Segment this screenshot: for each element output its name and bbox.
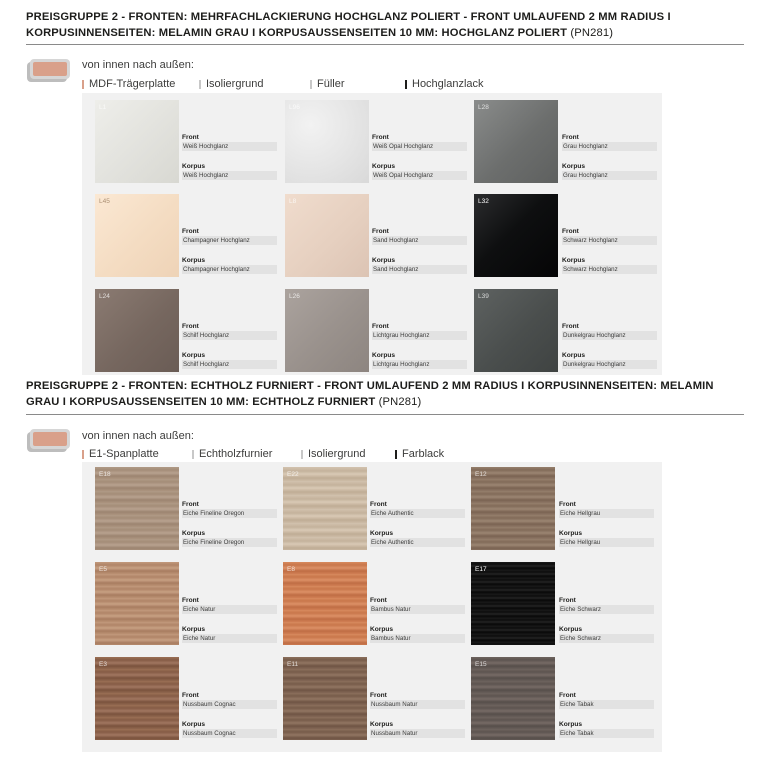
swatch-tile[interactable]: E22 [283, 467, 367, 550]
layer-sample-icon [26, 58, 74, 84]
swatch-info: Front Lichtgrau Hochglanz Korpus Lichtgrau Hochglanz [372, 322, 467, 369]
swatch-tile[interactable]: L24 [95, 289, 179, 372]
swatch-info: Front Schilf Hochglanz Korpus Schilf Hochglanz [182, 322, 277, 369]
layer-4: Farblack [395, 448, 444, 460]
swatch-info: Front Eiche Tabak Korpus Eiche Tabak [559, 691, 654, 738]
swatch-tile[interactable]: L1 [95, 100, 179, 183]
heading-code: (PN281) [570, 26, 614, 39]
section-heading [26, 379, 746, 410]
swatch-tile[interactable]: L96 [285, 100, 369, 183]
swatch-tile[interactable]: E8 [283, 562, 367, 645]
layer-1: MDF-Trägerplatte [82, 78, 175, 90]
swatch-info: Front Schwarz Hochglanz Korpus Schwarz Hochglanz [562, 227, 657, 274]
layer-3: Füller [310, 78, 345, 90]
swatch-tile[interactable]: E3 [95, 657, 179, 740]
swatch-info: Front Weiß Opal Hochglanz Korpus Weiß Opal Hochglanz [372, 133, 467, 180]
swatch-info: Front Grau Hochglanz Korpus Grau Hochglanz [562, 133, 657, 180]
swatch-info: Front Eiche Fineline Oregon Korpus Eiche Fineline Oregon [182, 500, 277, 547]
layer-3: Isoliergrund [301, 448, 365, 460]
swatch-tile[interactable]: E18 [95, 467, 179, 550]
swatch-info: Front Nussbaum Cognac Korpus Nussbaum Cognac [182, 691, 277, 738]
swatch-info: Front Sand Hochglanz Korpus Sand Hochglanz [372, 227, 467, 274]
layers-title: von innen nach außen: [82, 430, 194, 442]
swatch-info: Front Nussbaum Natur Korpus Nussbaum Natur [370, 691, 465, 738]
divider [26, 44, 744, 45]
swatch-tile[interactable]: E5 [95, 562, 179, 645]
swatch-info: Front Dunkelgrau Hochglanz Korpus Dunkelgrau Hochglanz [562, 322, 657, 369]
layers-title: von innen nach außen: [82, 59, 194, 71]
swatch-tile[interactable]: E17 [471, 562, 555, 645]
swatch-tile[interactable]: L39 [474, 289, 558, 372]
layer-4: Hochglanzlack [405, 78, 484, 90]
swatch-tile[interactable]: L32 [474, 194, 558, 277]
swatch-tile[interactable]: E15 [471, 657, 555, 740]
layer-2: Isoliergrund [199, 78, 263, 90]
swatch-tile[interactable]: E12 [471, 467, 555, 550]
heading-text: PREISGRUPPE 2 - FRONTEN: ECHTHOLZ FURNIERT - FRONT UMLAUFEND 2 MM RADIUS I KORPUSINNENSEITEN: MELAMIN GRAU I KORPUSAUSSENSEITEN 10 MM: ECHTHOLZ FURNIERT [26, 380, 714, 408]
heading-text: PREISGRUPPE 2 - FRONTEN: MEHRFACHLACKIERUNG HOCHGLANZ POLIERT - FRONT UMLAUFEND 2 MM RADIUS I KORPUSINNENSEITEN: MELAMIN GRAU I KORPUSAUSSENSEITEN 10 MM: HOCHGLANZ POLIERT [26, 11, 671, 39]
swatch-info: Front Champagner Hochglanz Korpus Champagner Hochglanz [182, 227, 277, 274]
swatch-info: Front Eiche Authentic Korpus Eiche Authentic [370, 500, 465, 547]
swatch-tile[interactable]: E11 [283, 657, 367, 740]
swatch-info: Front Eiche Schwarz Korpus Eiche Schwarz [559, 596, 654, 643]
swatch-tile[interactable]: L8 [285, 194, 369, 277]
swatch-tile[interactable]: L45 [95, 194, 179, 277]
layer-sample-icon [26, 428, 74, 454]
section-heading [26, 10, 746, 41]
swatch-info: Front Eiche Hellgrau Korpus Eiche Hellgrau [559, 500, 654, 547]
layer-2: Echtholzfurnier [192, 448, 272, 460]
swatch-info: Front Bambus Natur Korpus Bambus Natur [370, 596, 465, 643]
heading-code: (PN281) [378, 395, 422, 408]
divider [26, 414, 744, 415]
swatch-tile[interactable]: L26 [285, 289, 369, 372]
swatch-tile[interactable]: L28 [474, 100, 558, 183]
layer-1: E1-Spanplatte [82, 448, 159, 460]
swatch-info: Front Eiche Natur Korpus Eiche Natur [182, 596, 277, 643]
swatch-info: Front Weiß Hochglanz Korpus Weiß Hochglanz [182, 133, 277, 180]
